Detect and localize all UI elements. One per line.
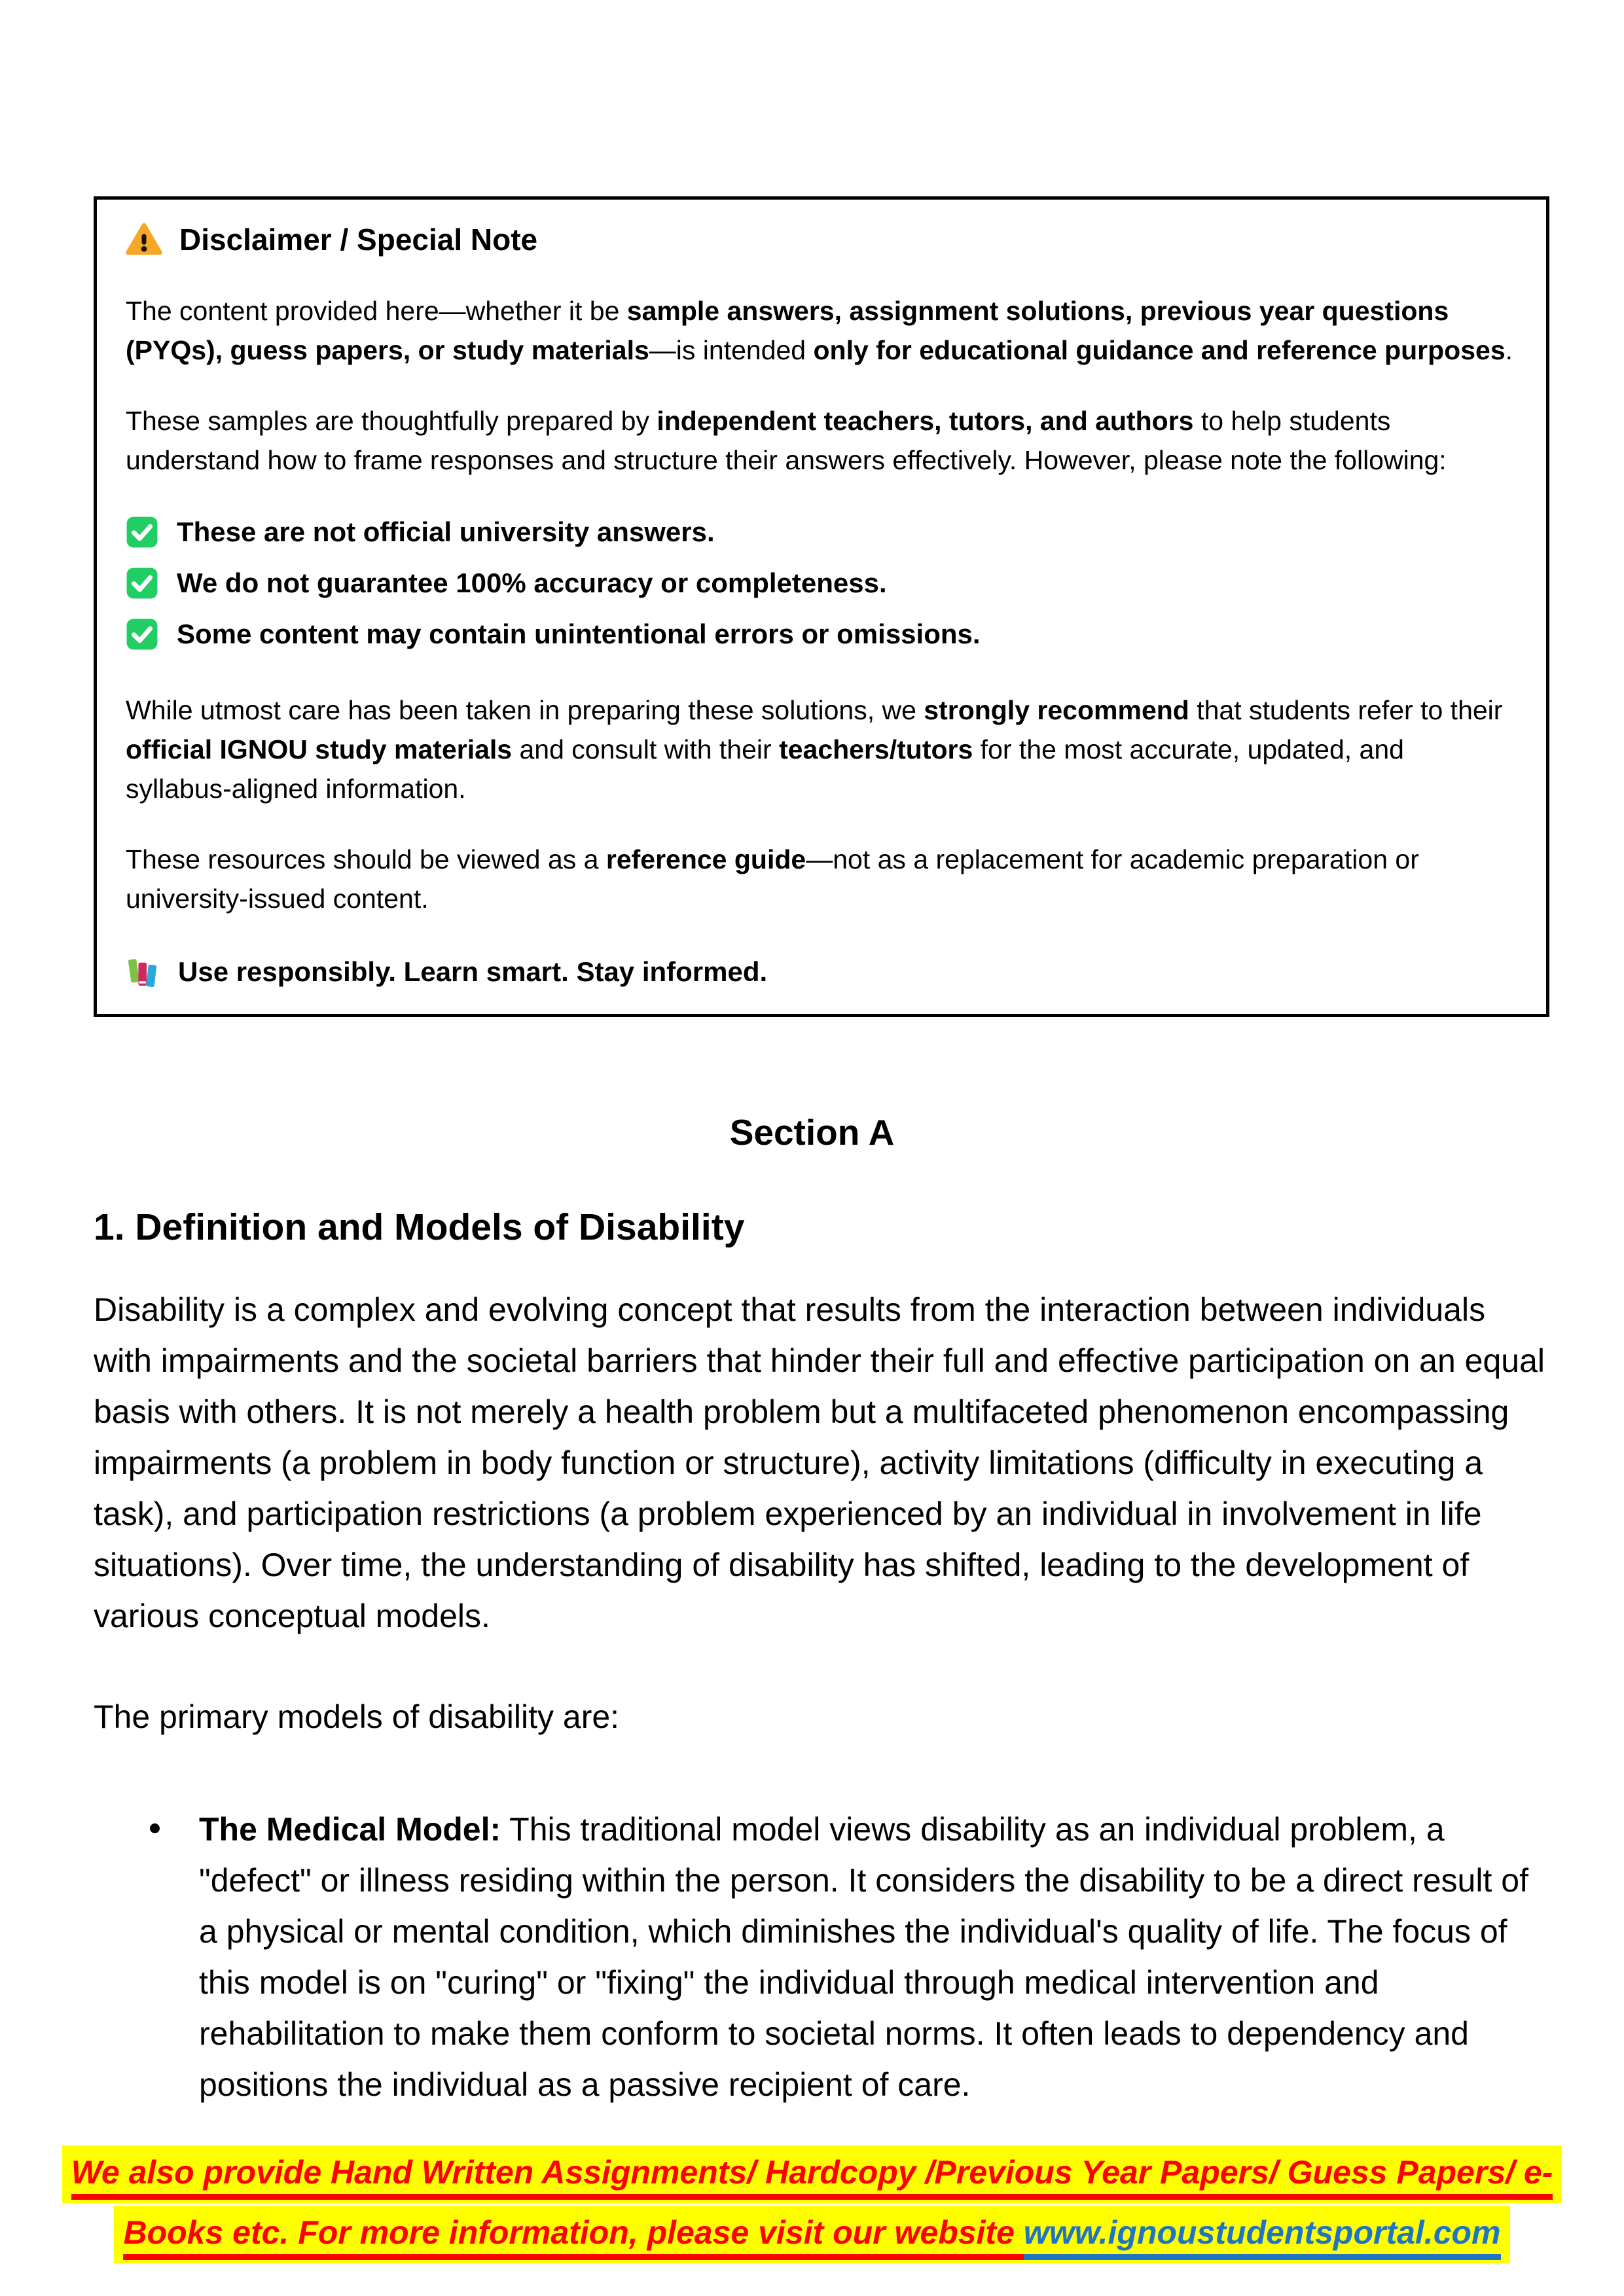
bullet-text: The Medical Model: This traditional model views disability as an individual problem, a "defect" or illness residing within the person. It considers the disability to be a direct result of a physical or mental condition, which diminishes the individual's quality of life. The focus of this model is on "curing" or "fixing" the individual through medical intervention and rehabilitation to make them conform to societal norms. It often leads to dependency and positions the individual as a passive recipient of care. [199,1811,1528,2103]
section-title: Section A [729,1112,895,1153]
green-check-icon [126,618,158,651]
section-body [94,1284,1552,2110]
footer-line-2 [37,2206,1587,2263]
bullet-item-medical-model [94,1804,1552,2110]
check-item-text: These are not official university answers. [177,516,715,547]
footer-website-link[interactable]: www.ignoustudentsportal.com [1024,2214,1501,2260]
disclaimer-checklist [126,511,1515,655]
bullet-dot-icon [150,1823,160,1833]
footer-line-2-text: Books etc. For more information, please visit our website [123,2214,1023,2260]
usage-note-text: Use responsibly. Learn smart. Stay informed. [178,956,768,987]
footer-line-1: We also provide Hand Written Assignments/ Hardcopy /Previous Year Papers/ Guess Papers/ e- [37,2145,1587,2203]
disclaimer-paragraph-2: These samples are thoughtfully prepared by independent teachers, tutors, and authors to help students understand how to frame responses and structure their answers effectively. However, please note the following: [126,406,1447,475]
check-item [126,562,1515,604]
check-item [126,511,1515,553]
footer-banner [37,2143,1587,2263]
body-paragraph-definition: Disability is a complex and evolving concept that results from the interaction between individuals with impairments and the societal barriers that hinder their full and effective participation on an equal basis with others. It is not merely a health problem but a multifaceted phenomenon encompassing impairments (a problem in body function or structure), activity limitations (difficulty in executing a task), and participation restrictions (a problem experienced by an individual in involvement in life situations). Over time, the understanding of disability has shifted, leading to the development of various conceptual models. [94,1291,1545,1634]
disclaimer-paragraph-1: The content provided here—whether it be sample answers, assignment solutions, previous year questions (PYQs), guess papers, or study materials—is intended only for educational guidance and reference purposes. [126,296,1513,365]
check-item [126,613,1515,655]
green-check-icon [126,516,158,548]
models-bullet-list [94,1804,1552,2110]
usage-note-row [126,955,1515,989]
disclaimer-paragraph-4: These resources should be viewed as a reference guide—not as a replacement for academic preparation or university-issued content. [126,844,1419,914]
check-item-text: We do not guarantee 100% accuracy or completeness. [177,567,887,598]
warning-triangle-icon [126,223,162,257]
disclaimer-title: Disclaimer / Special Note [179,223,538,257]
check-item-text: Some content may contain unintentional errors or omissions. [177,619,981,649]
body-paragraph-models-intro: The primary models of disability are: [94,1698,620,1735]
books-stack-icon [126,955,161,989]
green-check-icon [126,567,158,600]
disclaimer-box [94,196,1549,1017]
section-heading: 1. Definition and Models of Disability [94,1206,745,1248]
disclaimer-paragraph-3: While utmost care has been taken in preparing these solutions, we strongly recommend that students refer to their official IGNOU study materials and consult with their teachers/tutors for the most accurate, updated, and syllabus-aligned information. [126,695,1503,804]
disclaimer-header [126,222,1515,257]
